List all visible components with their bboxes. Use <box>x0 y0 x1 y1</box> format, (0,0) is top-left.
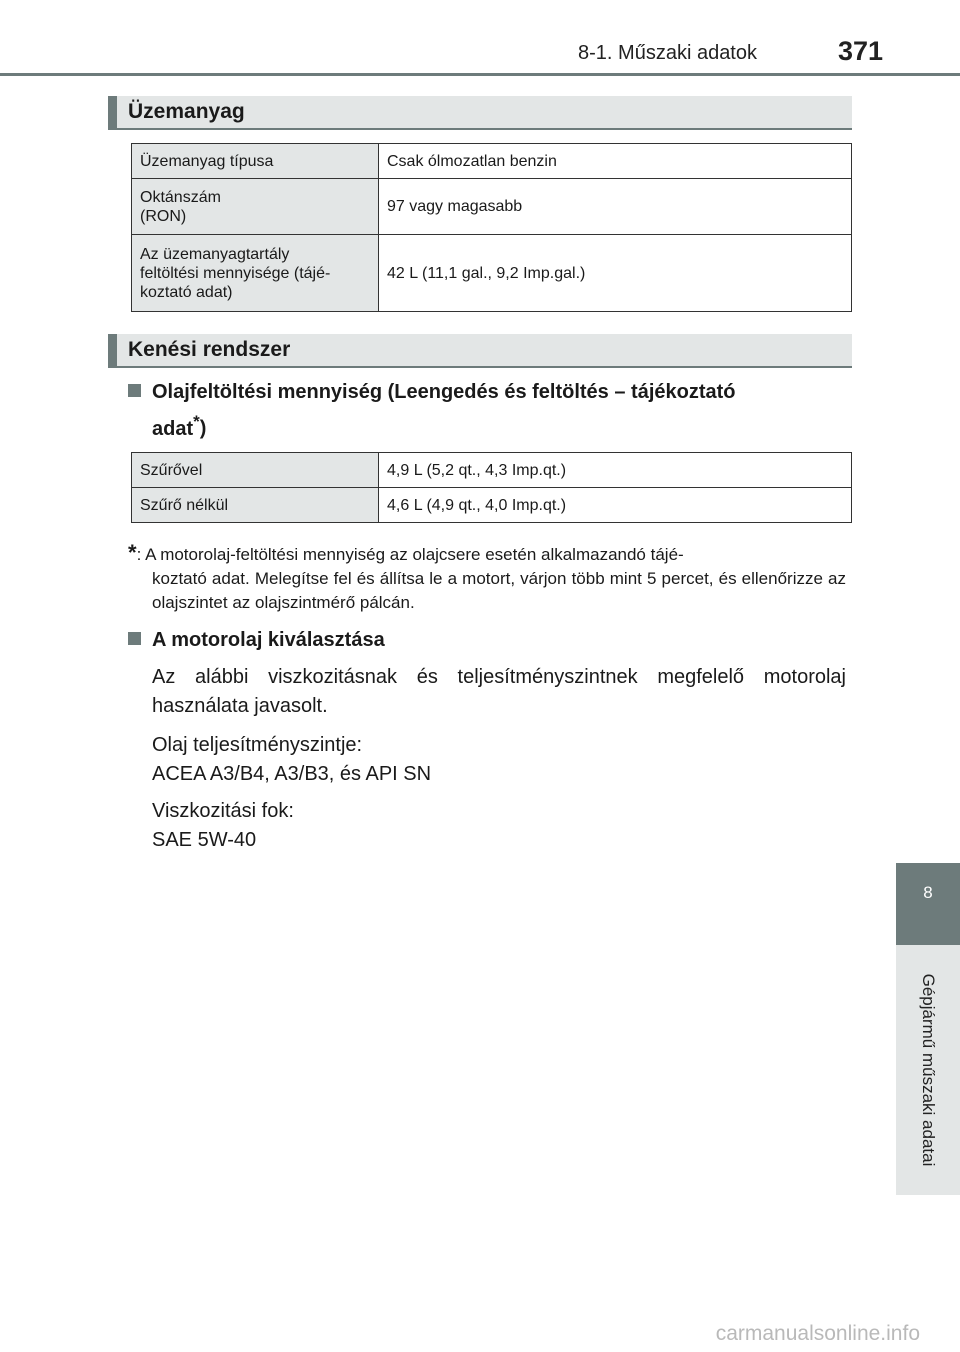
viscosity-value: SAE 5W-40 <box>152 829 257 851</box>
oil-selection-heading-text: A motorolaj kiválasztása <box>152 629 385 651</box>
section-bar-fuel: Üzemanyag <box>108 96 852 130</box>
viscosity-label: Viszkozitási fok: <box>152 800 294 822</box>
bullet-square-icon <box>128 632 141 645</box>
footnote-text: koztató adat. Melegítse fel és állítsa le a motort, várjon több mint 5 percet, és ellenőrizze az olajszintet az olajszintmérő pálcán. <box>152 569 846 612</box>
tank-capacity-value: 42 L (11,1 gal., 9,2 Imp.gal.) <box>379 235 852 312</box>
oil-capacity-heading-text: Olajfeltöltési mennyiség (Leengedés és feltöltés – tájékoztató <box>152 381 736 403</box>
fuel-table <box>131 143 852 312</box>
section-bar-lubrication: Kenési rendszer <box>108 334 852 368</box>
table-row <box>132 453 852 488</box>
oil-performance-value: ACEA A3/B4, A3/B3, és API SN <box>152 763 432 785</box>
octane-value: 97 vagy magasabb <box>379 179 852 235</box>
header-section-title: 8-1. Műszaki adatok <box>578 42 757 64</box>
fuel-type-label: Üzemanyag típusa <box>132 144 379 179</box>
oil-performance-block <box>152 731 846 789</box>
chapter-tab-label-text: Gépjármű műszaki adatai <box>919 973 938 1167</box>
with-filter-value: 4,9 L (5,2 qt., 4,3 Imp.qt.) <box>379 453 852 488</box>
octane-label: Oktánszám (RON) <box>132 179 379 235</box>
footnote <box>128 541 846 615</box>
table-row <box>132 179 852 235</box>
oil-capacity-heading-line2: adat <box>152 417 194 440</box>
watermark: carmanualsonline.info <box>715 1322 920 1345</box>
with-filter-label: Szűrővel <box>132 453 379 488</box>
without-filter-value: 4,6 L (4,9 qt., 4,0 Imp.qt.) <box>379 488 852 523</box>
footnote-line1: : A motorolaj-feltöltési mennyiség az olajcsere esetén alkalmazandó tájé- <box>136 545 684 564</box>
chapter-tab-number: 8 <box>896 863 960 945</box>
fuel-type-value: Csak ólmozatlan benzin <box>379 144 852 179</box>
table-row <box>132 488 852 523</box>
oil-capacity-table <box>131 452 852 523</box>
viscosity-block <box>152 797 846 855</box>
oil-selection-text: Az alábbi viszkozitásnak és teljesítményszintnek megfelelő motorolaj használata javasolt. <box>152 666 846 717</box>
oil-performance-label: Olaj teljesítményszintje: <box>152 734 363 756</box>
footnote-mark: * <box>128 540 137 565</box>
table-row <box>132 235 852 312</box>
without-filter-label: Szűrő nélkül <box>132 488 379 523</box>
chapter-tab-label <box>896 945 960 1195</box>
table-row <box>132 144 852 179</box>
oil-selection-heading <box>128 625 846 655</box>
page-number: 371 <box>837 36 883 66</box>
bullet-square-icon <box>128 384 141 397</box>
oil-capacity-heading <box>128 377 846 444</box>
header-rule <box>0 73 960 76</box>
oil-capacity-heading-paren: ) <box>199 417 207 440</box>
footnote-star: * <box>193 412 200 431</box>
tank-capacity-label: Az üzemanyagtartály feltöltési mennyisége (tájé- koztató adat) <box>132 235 379 312</box>
